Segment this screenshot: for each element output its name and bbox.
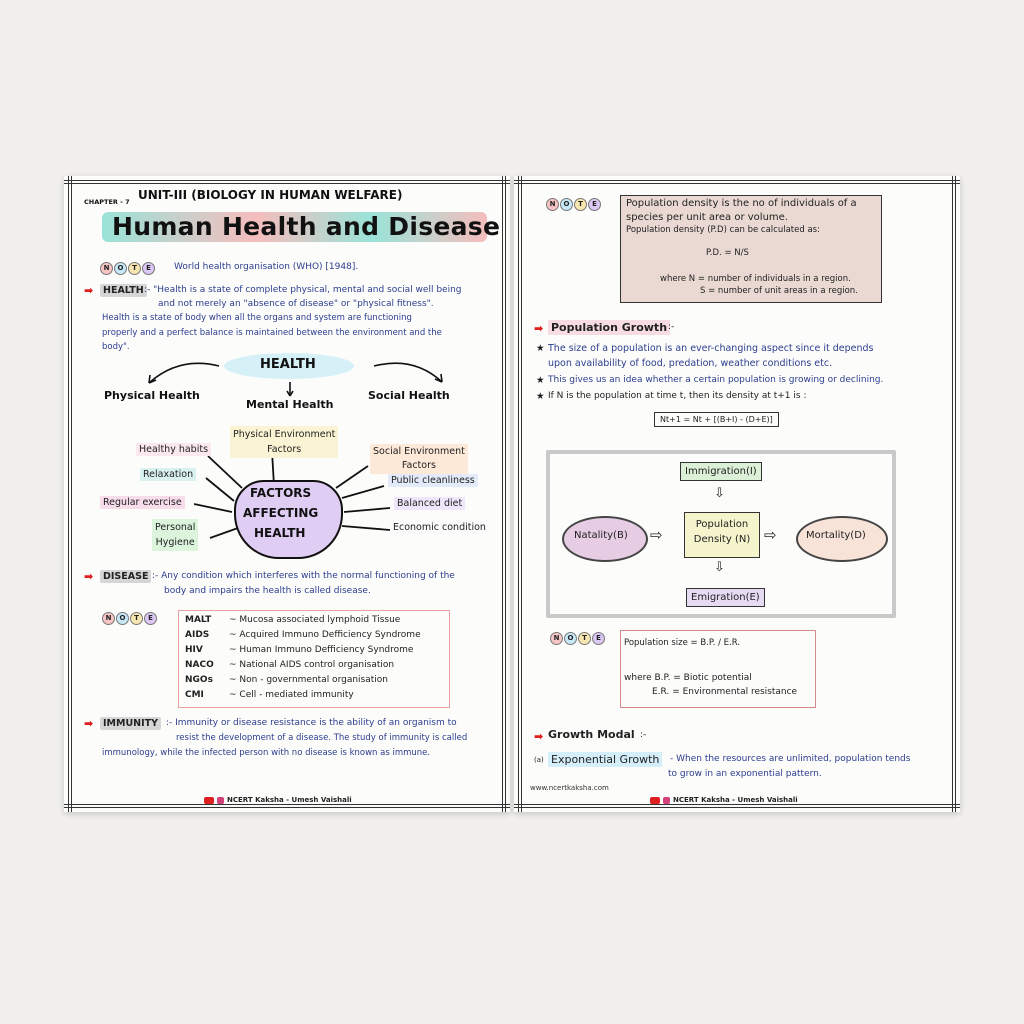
factors-title-2: AFFECTING <box>243 506 319 520</box>
abbreviation-row <box>185 690 354 700</box>
tilde-icon: ~ <box>229 690 240 700</box>
left-rule-2 <box>521 176 522 812</box>
note-letter: O <box>116 612 129 625</box>
note-letter: N <box>550 632 563 645</box>
emigration-box: Emigration(E) <box>686 588 765 607</box>
factor-public-cleanliness: Public cleanliness <box>388 474 478 487</box>
note-letter: E <box>144 612 157 625</box>
growth-bullet-1: The size of a population is an ever-changing aspect since it depends <box>548 343 874 354</box>
abbreviation-expansion: Acquired Immuno Defficiency Syndrome <box>239 630 421 640</box>
note-letter: N <box>102 612 115 625</box>
abbreviation-expansion: National AIDS control organisation <box>239 660 395 670</box>
factor-physical-env-2: Factors <box>267 444 302 455</box>
health-tag: HEALTH <box>100 284 147 297</box>
exp-label: (a) <box>534 756 544 764</box>
instagram-icon <box>663 797 670 804</box>
arrow-icon: ➡ <box>84 570 94 583</box>
pop-density-1: Population <box>695 519 749 530</box>
star-icon: ★ <box>536 391 545 402</box>
note-letter: N <box>546 198 559 211</box>
abbreviation-term: MALT <box>185 615 212 625</box>
top-rule <box>514 180 960 181</box>
note-badge <box>550 632 605 645</box>
size-where-2: E.R. = Environmental resistance <box>652 687 798 697</box>
abbreviation-expansion: Non - governmental organisation <box>239 675 388 685</box>
bottom-rule <box>64 807 510 808</box>
tilde-icon: ~ <box>229 630 240 640</box>
note-badge <box>100 262 155 275</box>
factor-healthy-habits: Healthy habits <box>136 443 211 456</box>
right-arrow-icon: ⇨ <box>764 526 777 544</box>
abbreviation-term: NACO <box>185 660 214 670</box>
exp-line-2: to grow in an exponential pattern. <box>668 769 822 779</box>
page-title: Human Health and Disease <box>112 212 501 241</box>
factor-personal-hygiene <box>152 519 198 551</box>
size-where-1: where B.P. = Biotic potential <box>624 673 752 683</box>
tilde-icon: ~ <box>229 660 240 670</box>
abbreviation-box <box>178 610 450 708</box>
right-rule-2 <box>502 176 503 812</box>
right-page <box>514 176 960 812</box>
right-rule <box>505 176 506 812</box>
arrow-icon: ➡ <box>534 730 544 743</box>
abbreviation-term: AIDS <box>185 630 210 640</box>
bottom-rule-2 <box>514 804 960 805</box>
social-health: Social Health <box>368 389 450 402</box>
left-rule <box>68 176 69 812</box>
health-def-2: and not merely an "absence of disease" or "physical fitness". <box>158 299 434 309</box>
immunity-def-2: resist the development of a disease. The study of immunity is called <box>176 733 468 743</box>
growth-heading: Population Growth <box>548 320 670 335</box>
factor-physical-env-1: Physical Environment <box>233 429 336 440</box>
abbreviation-expansion: Cell - mediated immunity <box>239 690 354 700</box>
instagram-icon <box>217 797 224 804</box>
size-line-1: Population size = B.P. / E.R. <box>624 638 741 648</box>
factor-relaxation: Relaxation <box>140 468 196 481</box>
growth-bullet-2: This gives us an idea whether a certain population is growing or declining. <box>548 375 884 385</box>
top-rule-2 <box>514 183 960 184</box>
note-letter: O <box>560 198 573 211</box>
who-note: World health organisation (WHO) [1948]. <box>174 262 359 272</box>
right-rule <box>955 176 956 812</box>
density-formula: P.D. = N/S <box>706 248 749 258</box>
tilde-icon: ~ <box>229 615 240 625</box>
note-letter: O <box>114 262 127 275</box>
physical-health: Physical Health <box>104 389 200 402</box>
note-letter: T <box>578 632 591 645</box>
left-page <box>64 176 510 812</box>
factor-social-env <box>370 444 468 474</box>
disease-tag: DISEASE <box>100 570 151 583</box>
star-icon: ★ <box>536 375 545 386</box>
abbreviation-expansion: Human Immuno Defficiency Syndrome <box>239 645 414 655</box>
growth-bullet-1b: upon availability of food, predation, weather conditions etc. <box>548 358 833 369</box>
disease-def-1: :- Any condition which interferes with the normal functioning of the <box>152 571 455 581</box>
note-badge <box>102 612 157 625</box>
abbreviation-expansion: Mucosa associated lymphoid Tissue <box>239 615 401 625</box>
pop-density-2: Density (N) <box>693 534 751 545</box>
growth-bullet-3: If N is the population at time t, then its density at t+1 is : <box>548 391 807 401</box>
abbreviation-row <box>185 660 394 670</box>
down-arrow-icon: ⇩ <box>714 486 725 501</box>
abbreviation-row <box>185 630 421 640</box>
health-def-3: Health is a state of body when all the organs and system are functioning <box>102 313 412 323</box>
note-letter: N <box>100 262 113 275</box>
abbreviation-term: NGOs <box>185 675 213 685</box>
exp-heading: Exponential Growth <box>548 752 662 767</box>
arrow-icon: ➡ <box>84 284 94 297</box>
arrow-icon: ➡ <box>84 717 94 730</box>
note-letter: T <box>130 612 143 625</box>
footer <box>650 796 798 804</box>
mortality-label: Mortality(D) <box>806 530 866 541</box>
abbreviation-term: HIV <box>185 645 203 655</box>
chapter-label: CHAPTER - 7 <box>84 198 130 206</box>
arrow-icon: ➡ <box>534 322 544 335</box>
website: www.ncertkaksha.com <box>530 784 609 792</box>
tilde-icon: ~ <box>229 675 240 685</box>
health-def-4: properly and a perfect balance is maintained between the environment and the <box>102 328 442 338</box>
bottom-rule-2 <box>64 804 510 805</box>
growth-formula: Nt+1 = Nt + [(B+I) - (D+E)] <box>654 412 779 427</box>
natality-label: Natality(B) <box>574 530 628 541</box>
factors-title-3: HEALTH <box>254 526 306 540</box>
note-badge <box>546 198 601 211</box>
youtube-icon <box>204 797 214 804</box>
factor-personal-hygiene-2: Hygiene <box>155 537 195 548</box>
left-rule-2 <box>71 176 72 812</box>
exp-line-1: - When the resources are unlimited, population tends <box>670 754 911 764</box>
note-letter: T <box>574 198 587 211</box>
note-letter: E <box>142 262 155 275</box>
factors-title-1: FACTORS <box>250 486 312 500</box>
tilde-icon: ~ <box>229 645 240 655</box>
left-rule <box>518 176 519 812</box>
star-icon: ★ <box>536 343 545 354</box>
abbreviation-term: CMI <box>185 690 204 700</box>
immunity-tag: IMMUNITY <box>100 717 161 730</box>
density-line-2: species per unit area or volume. <box>626 212 788 223</box>
density-line-3: Population density (P.D) can be calculated as: <box>626 225 820 235</box>
factor-social-env-2: Factors <box>401 460 436 471</box>
note-letter: O <box>564 632 577 645</box>
note-letter: T <box>128 262 141 275</box>
right-rule-2 <box>952 176 953 812</box>
down-arrow-icon: ⇩ <box>714 560 725 575</box>
density-where-2: S = number of unit areas in a region. <box>700 286 858 296</box>
factor-physical-env <box>230 426 338 458</box>
health-def-1: :- "Health is a state of complete physical, mental and social well being <box>144 285 462 295</box>
immigration-box: Immigration(I) <box>680 462 762 481</box>
footer-text: NCERT Kaksha - Umesh Vaishali <box>673 796 798 804</box>
factor-personal-hygiene-1: Personal <box>155 522 196 533</box>
immunity-def-3: immunology, while the infected person with no disease is known as immune. <box>102 748 431 758</box>
density-where-1: where N = number of individuals in a region. <box>660 274 851 284</box>
health-def-5: body". <box>102 342 130 352</box>
factor-economic-condition: Economic condition <box>390 521 489 534</box>
growth-suffix: :- <box>668 322 675 332</box>
bottom-rule <box>514 807 960 808</box>
density-line-1: Population density is the no of individuals of a <box>626 198 857 209</box>
youtube-icon <box>650 797 660 804</box>
unit-heading: UNIT-III (BIOLOGY IN HUMAN WELFARE) <box>138 188 403 202</box>
mental-health: Mental Health <box>246 398 334 411</box>
abbreviation-row <box>185 675 388 685</box>
factor-balanced-diet: Balanced diet <box>394 497 465 510</box>
health-center: HEALTH <box>260 357 316 372</box>
factor-regular-exercise: Regular exercise <box>100 496 185 509</box>
immunity-def-1: :- Immunity or disease resistance is the ability of an organism to <box>166 718 457 728</box>
disease-def-2: body and impairs the health is called disease. <box>164 586 371 596</box>
abbreviation-row <box>185 645 413 655</box>
factor-social-env-1: Social Environment <box>373 446 465 457</box>
population-density-box <box>684 512 760 558</box>
growth-model-heading: Growth Modal <box>548 728 635 741</box>
top-rule-2 <box>64 183 510 184</box>
top-rule <box>64 180 510 181</box>
growth-model-suffix: :- <box>640 730 647 740</box>
abbreviation-row <box>185 615 400 625</box>
note-letter: E <box>588 198 601 211</box>
footer <box>204 796 352 804</box>
right-arrow-icon: ⇨ <box>650 526 663 544</box>
note-letter: E <box>592 632 605 645</box>
footer-text: NCERT Kaksha - Umesh Vaishali <box>227 796 352 804</box>
